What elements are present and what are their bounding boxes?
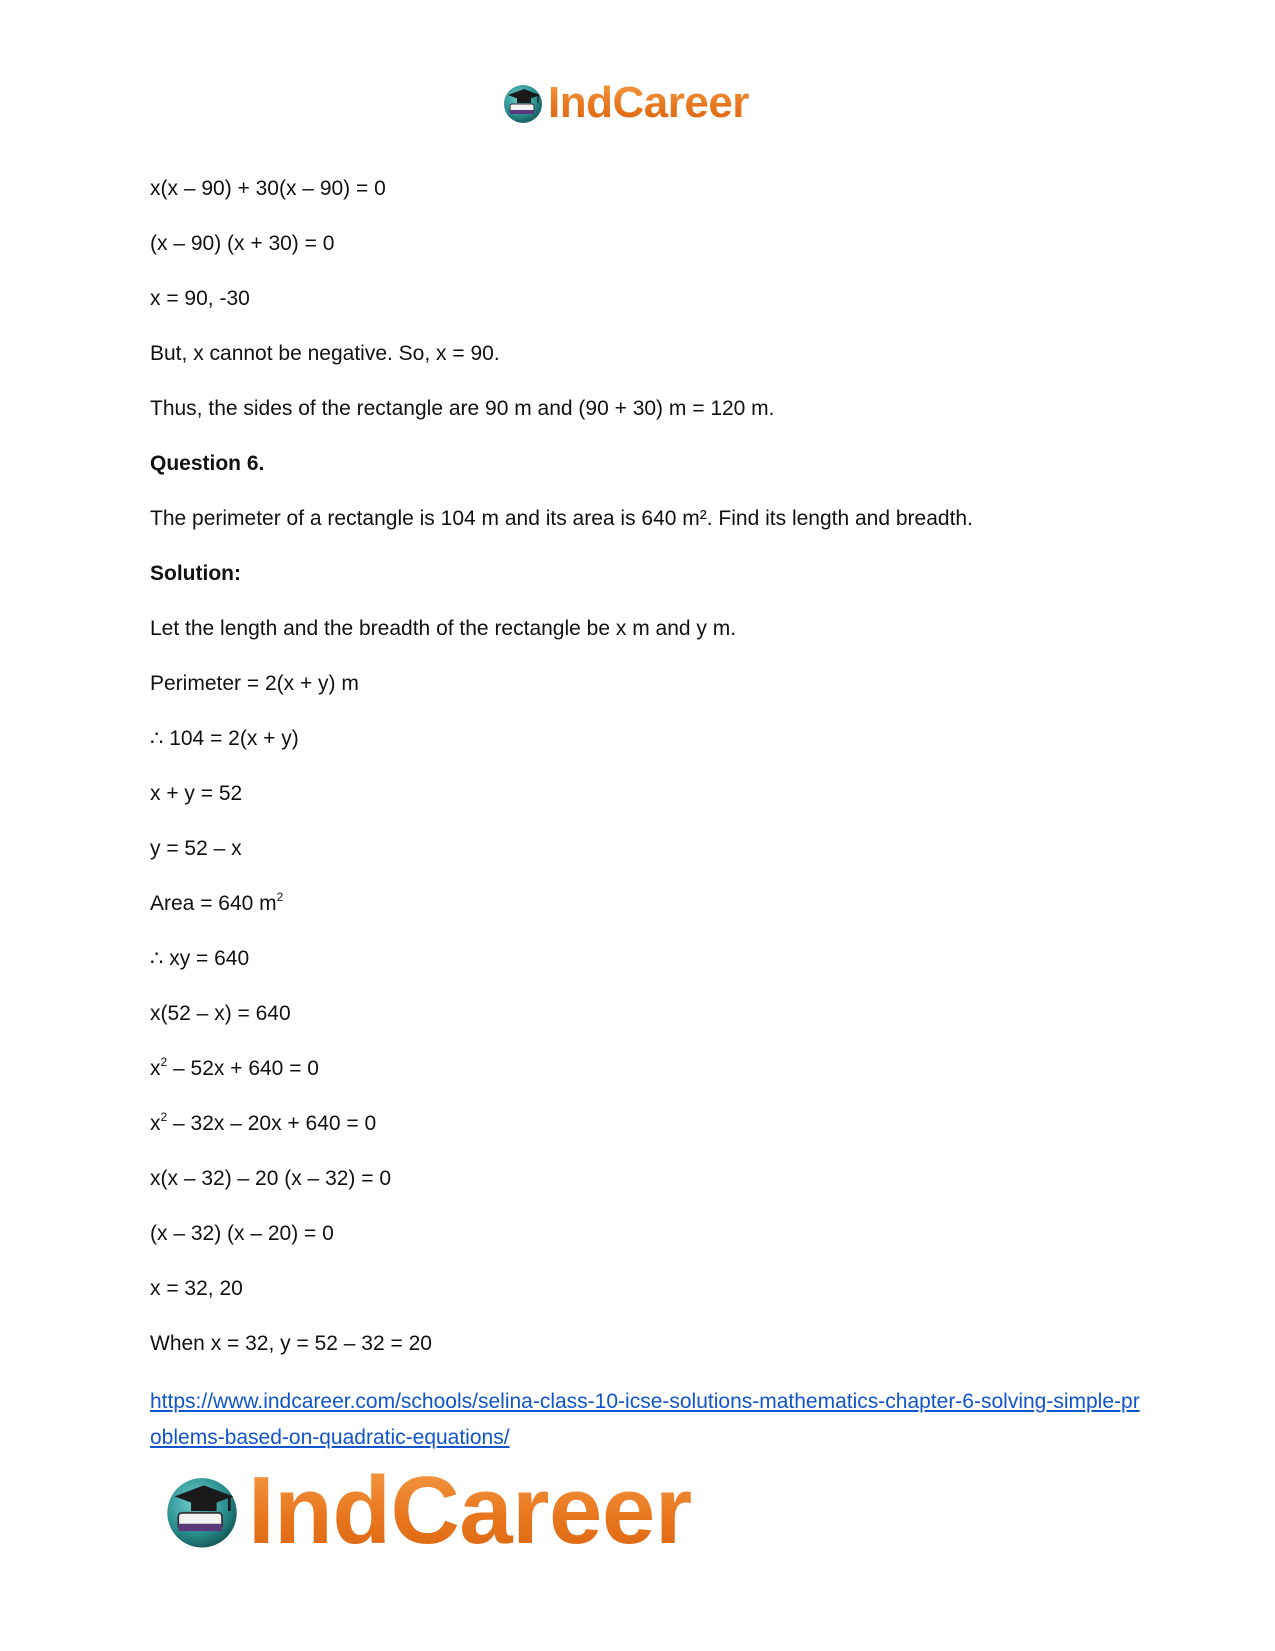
text-segment: – 32x – 20x + 640 = 0 xyxy=(167,1112,377,1135)
header-logo xyxy=(500,78,749,128)
superscript: 2 xyxy=(160,1110,168,1124)
text-segment: – 52x + 640 = 0 xyxy=(167,1057,319,1080)
text-line: But, x cannot be negative. So, x = 90. xyxy=(150,342,500,365)
text-line: ∴ xy = 640 xyxy=(150,947,250,970)
text-line: x = 32, 20 xyxy=(150,1277,243,1300)
text-line: (x – 32) (x – 20) = 0 xyxy=(150,1222,334,1245)
text-line: x + y = 52 xyxy=(150,782,243,805)
document-body xyxy=(150,174,1130,1384)
question-text: The perimeter of a rectangle is 104 m and its area is 640 m². Find its length and breadth. xyxy=(150,507,973,530)
brand-name: IndCareer xyxy=(248,1457,692,1564)
text-line: Perimeter = 2(x + y) m xyxy=(150,672,359,695)
text-line: x = 90, -30 xyxy=(150,287,250,310)
source-link[interactable]: https://www.indcareer.com/schools/selina-class-10-icse-solutions-mathematics-chapter-6-solving-simple-problems-based-on-quadratic-equations/ xyxy=(150,1390,1140,1449)
text-line xyxy=(150,889,1130,919)
text-line: (x – 90) (x + 30) = 0 xyxy=(150,232,335,255)
text-line: ∴ 104 = 2(x + y) xyxy=(150,727,299,750)
text-line: When x = 32, y = 52 – 32 = 20 xyxy=(150,1332,432,1355)
footer-logo xyxy=(160,1457,692,1564)
text-segment: Area = 640 m xyxy=(150,892,277,915)
graduation-book-globe-icon xyxy=(160,1469,244,1553)
text-line: y = 52 – x xyxy=(150,837,242,860)
text-line xyxy=(150,1109,1130,1139)
text-segment: x xyxy=(150,1057,161,1080)
text-line xyxy=(150,1054,1130,1084)
text-line: x(x – 90) + 30(x – 90) = 0 xyxy=(150,177,386,200)
text-segment: x xyxy=(150,1112,161,1135)
superscript: 2 xyxy=(160,1055,168,1069)
text-line: Let the length and the breadth of the rectangle be x m and y m. xyxy=(150,617,737,640)
superscript: 2 xyxy=(276,890,284,904)
question-heading: Question 6. xyxy=(150,452,265,475)
text-line: x(52 – x) = 640 xyxy=(150,1002,291,1025)
text-line: Thus, the sides of the rectangle are 90 m and (90 + 30) m = 120 m. xyxy=(150,397,775,420)
text-line: x(x – 32) – 20 (x – 32) = 0 xyxy=(150,1167,392,1190)
solution-heading: Solution: xyxy=(150,562,241,585)
brand-name: IndCareer xyxy=(548,78,749,127)
graduation-book-globe-icon xyxy=(500,80,546,126)
